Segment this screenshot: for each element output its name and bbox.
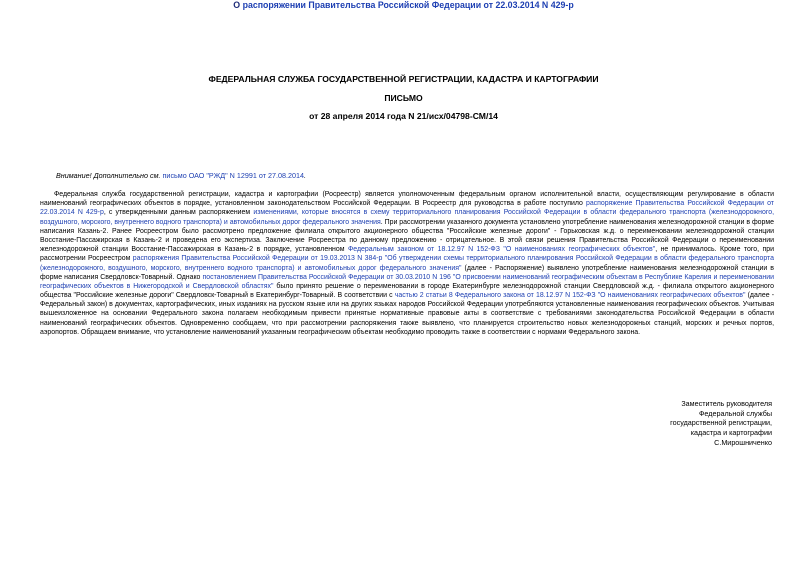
note-label: Внимание! Дополнительно см. [56, 171, 163, 180]
signature-line: Заместитель руководителя [681, 399, 772, 408]
agency-title: ФЕДЕРАЛЬНАЯ СЛУЖБА ГОСУДАРСТВЕННОЙ РЕГИСТРАЦИИ, КАДАСТРА И КАРТОГРАФИИ [208, 74, 599, 84]
link-law-article-8[interactable]: частью 2 статьи 8 Федерального закона от 18.12.97 N 152-ФЗ "О наименованиях географических объектов" [394, 292, 746, 300]
subject-link[interactable]: распоряжении Правительства Российской Федерации от 22.03.2014 N 429-р [242, 0, 574, 10]
body-text: (далее - Федеральный закон) в документах, картографических, иных изданиях на русском языке или на других языках народов Российской Федерации употребляются установленные наименования географических объектов. Учитывая вышеизложенное на основании Федерального закона полагаем необходимым привести принятые нормативные правовые акты в соответствие с требованиями законодательства Российской Федерации в области наименований географических объектов. Одновременно сообщаем, что при рассмотрении распоряжения также выявлено, что планируется строительство новых железнодорожных станций, морских и речных портов, аэропортов. Обращаем внимание, что установление наименований указанным географическим объектам необходимо проводить также в соответствии с нормами Федерального закона. [40, 292, 775, 336]
link-order-429[interactable]: распоряжение Правительства Российской Федерации от 22.03.2014 N 429-р [40, 200, 774, 217]
document-type: ПИСЬМО [384, 93, 423, 103]
attention-note [56, 171, 306, 180]
signer-name: С.Мирошниченко [714, 437, 772, 447]
body-text: , не принималось. Кроме того, при рассмотрении Росреестром [40, 246, 774, 263]
signature-line: государственной регистрации, [670, 418, 772, 428]
subject-line [0, 0, 807, 10]
document-date-number: от 28 апреля 2014 года N 21/исх/04798-СМ/14 [309, 111, 498, 121]
body-text: . При рассмотрении указанного документа установлено употребление наименования железнодорожной станции в форме написания Казань-2. Ранее Росреестром было рассмотрено предложение филиала открытого акционерного общества "Российские железные дороги" - Горьковская ж.д. о переименовании железнодорожной станции Восстание-Пассажирская в Казань-2 и проведена его экспертиза. Заключение Росреестра по данному предложению - отрицательное. В этой связи решения Правительства Российской Федерации о переименовании железнодорожной станции Восстание-Пассажирская в Казань-2 в порядке, установленном [40, 218, 774, 254]
subject-prefix: О [233, 0, 243, 10]
link-federal-law-152[interactable]: Федеральным законом от 18.12.97 N 152-ФЗ "О наименованиях географических объектов" [347, 246, 656, 254]
body-text: (далее - Распоряжение) выявлено употребление наименования железнодорожной станции в форме написания Свердловск-Товарный. Однако [40, 264, 774, 281]
signature-block [560, 399, 772, 448]
link-decree-196[interactable]: постановлением Правительства Российской Федерации от 30.03.2010 N 196 "О присвоении наименований географическим объектам в Республике Карелия и переименовании географических объектов в Нижегородской и Свердловской областях" [40, 273, 774, 290]
body-text: было принято решение о переименовании в городе Екатеринбурге железнодорожной станции Свердловской ж.д. - филиала открытого акционерного общества "Российские железные дороги" Свердловск-Товарный в Екатеринбург-Товарный. В соответствии с [40, 282, 774, 300]
note-suffix: . [303, 171, 306, 180]
signature-line: кадастра и картографии [690, 428, 772, 438]
link-changes-scheme[interactable]: изменениями, которые вносятся в схему территориального планирования Российской Федерации в области федерального транспорта (железнодорожного, воздушного, морского, внутреннего водного транспорта) и автомобильных дорог федерального значения [40, 209, 774, 226]
signature-line: Федеральной службы [698, 408, 772, 418]
body-text: Федеральная служба государственной регистрации, кадастра и картографии (Росреестр) является уполномоченным федеральным органом исполнительной власти, осуществляющим регулирование в области наименований географических объектов в порядке, установленном законодательством Российской Федерации. В Росреестр для руководства в работе поступило [40, 191, 774, 208]
letter-body [40, 190, 774, 337]
note-link[interactable]: письмо ОАО "РЖД" N 12991 от 27.08.2014 [162, 171, 304, 180]
link-order-384[interactable]: распоряжения Правительства Российской Федерации от 19.03.2013 N 384-р "Об утверждении схемы территориального планирования Российской Федерации в области федерального транспорта (железнодорожного, воздушного, морского, внутреннего водного транспорта) и автомобильных дорог федерального значения" [40, 255, 774, 272]
body-text: , с утвержденными данным распоряжением [103, 209, 254, 217]
